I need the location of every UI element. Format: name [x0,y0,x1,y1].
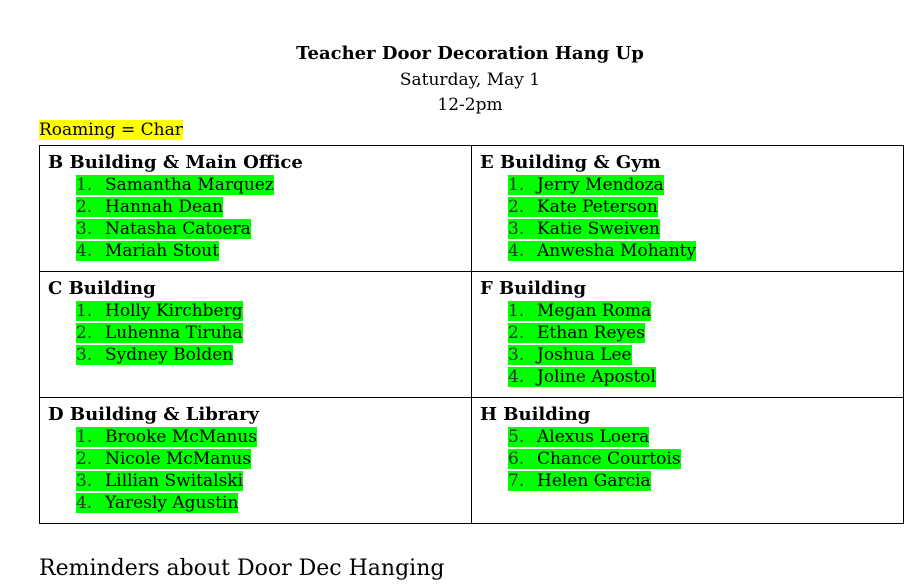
list-number: 2. [76,449,93,469]
list-number: 3. [76,219,93,239]
building-cell [40,146,472,272]
list-number: 1. [76,175,93,195]
name-highlight [508,197,658,217]
list-number: 1. [508,301,525,321]
volunteer-name: Jerry Mendoza [537,175,664,195]
name-highlight [508,367,656,387]
list-number: 1. [76,427,93,447]
volunteer-name: Helen Garcia [537,471,651,491]
list-item [48,344,463,366]
building-title: H Building [480,404,591,425]
building-title: F Building [480,278,587,299]
volunteer-list [480,174,895,262]
building-title: B Building & Main Office [48,152,303,173]
list-item [480,470,895,492]
list-item [480,240,895,262]
list-item [480,300,895,322]
list-number: 2. [76,323,93,343]
volunteer-name: Yaresly Agustin [105,493,239,513]
name-highlight [508,301,651,321]
volunteer-name: Chance Courtois [537,449,681,469]
list-item [480,366,895,388]
volunteer-list [480,300,895,388]
list-number: 4. [76,241,93,261]
name-highlight [76,241,219,261]
volunteer-name: Brooke McManus [105,427,257,447]
name-highlight [76,493,238,513]
name-highlight [508,427,649,447]
building-cell [40,398,472,524]
list-item [480,344,895,366]
volunteer-name: Kate Peterson [537,197,658,217]
name-highlight [76,301,243,321]
table-row [40,146,904,272]
name-highlight [76,219,251,239]
name-highlight [508,241,696,261]
list-item [48,492,463,514]
list-number: 6. [508,449,525,469]
building-title: E Building & Gym [480,152,661,173]
list-item [480,426,895,448]
list-item [48,174,463,196]
list-number: 4. [76,493,93,513]
list-item [480,448,895,470]
name-highlight [508,219,660,239]
name-highlight [508,323,645,343]
name-highlight [76,449,251,469]
list-item [48,448,463,470]
list-number: 5. [508,427,525,447]
volunteer-list [48,300,463,366]
table-row [40,272,904,398]
building-cell [472,272,904,398]
list-number: 1. [508,175,525,195]
volunteer-name: Joshua Lee [537,345,632,365]
list-item [48,218,463,240]
volunteer-name: Nicole McManus [105,449,252,469]
volunteer-name: Katie Sweiven [537,219,660,239]
name-highlight [76,323,243,343]
roaming-note [39,118,183,142]
volunteer-name: Holly Kirchberg [105,301,243,321]
name-highlight [76,345,233,365]
list-number: 3. [76,471,93,491]
volunteer-name: Megan Roma [537,301,652,321]
list-number: 7. [508,471,525,491]
list-item [48,196,463,218]
list-number: 3. [508,345,525,365]
name-highlight [76,427,257,447]
document-title: Teacher Door Decoration Hang Up [296,43,644,64]
list-item [48,240,463,262]
volunteer-name: Luhenna Tiruha [105,323,243,343]
list-number: 2. [76,197,93,217]
volunteer-name: Hannah Dean [105,197,224,217]
volunteer-name: Mariah Stout [105,241,220,261]
list-item [48,426,463,448]
list-item [48,322,463,344]
volunteer-name: Alexus Loera [537,427,650,447]
name-highlight [508,471,651,491]
volunteer-list [48,174,463,262]
name-highlight [76,175,274,195]
list-number: 2. [508,197,525,217]
list-number: 3. [76,345,93,365]
volunteer-name: Samantha Marquez [105,175,274,195]
volunteer-list [480,426,895,492]
volunteer-name: Anwesha Mohanty [537,241,697,261]
building-title: D Building & Library [48,404,259,425]
list-item [480,322,895,344]
list-item [48,300,463,322]
list-number: 3. [508,219,525,239]
building-cell [472,398,904,524]
list-item [480,196,895,218]
building-assignments-table [39,145,904,524]
list-number: 2. [508,323,525,343]
reminders-heading: Reminders about Door Dec Hanging [39,556,445,581]
list-item [48,470,463,492]
list-item [480,218,895,240]
name-highlight [508,175,664,195]
roaming-highlight: Roaming = Char [39,120,183,140]
event-date: Saturday, May 1 [399,70,541,90]
building-cell [472,146,904,272]
volunteer-name: Lillian Switalski [105,471,244,491]
table-row [40,398,904,524]
name-highlight [76,471,243,491]
volunteer-name: Ethan Reyes [537,323,645,343]
list-number: 4. [508,241,525,261]
list-number: 1. [76,301,93,321]
volunteer-name: Sydney Bolden [105,345,234,365]
volunteer-list [48,426,463,514]
event-time: 12-2pm [437,95,503,115]
name-highlight [508,449,681,469]
volunteer-name: Joline Apostol [537,367,656,387]
name-highlight [508,345,632,365]
building-cell [40,272,472,398]
list-number: 4. [508,367,525,387]
volunteer-name: Natasha Catoera [105,219,251,239]
list-item [480,174,895,196]
building-title: C Building [48,278,156,299]
name-highlight [76,197,223,217]
